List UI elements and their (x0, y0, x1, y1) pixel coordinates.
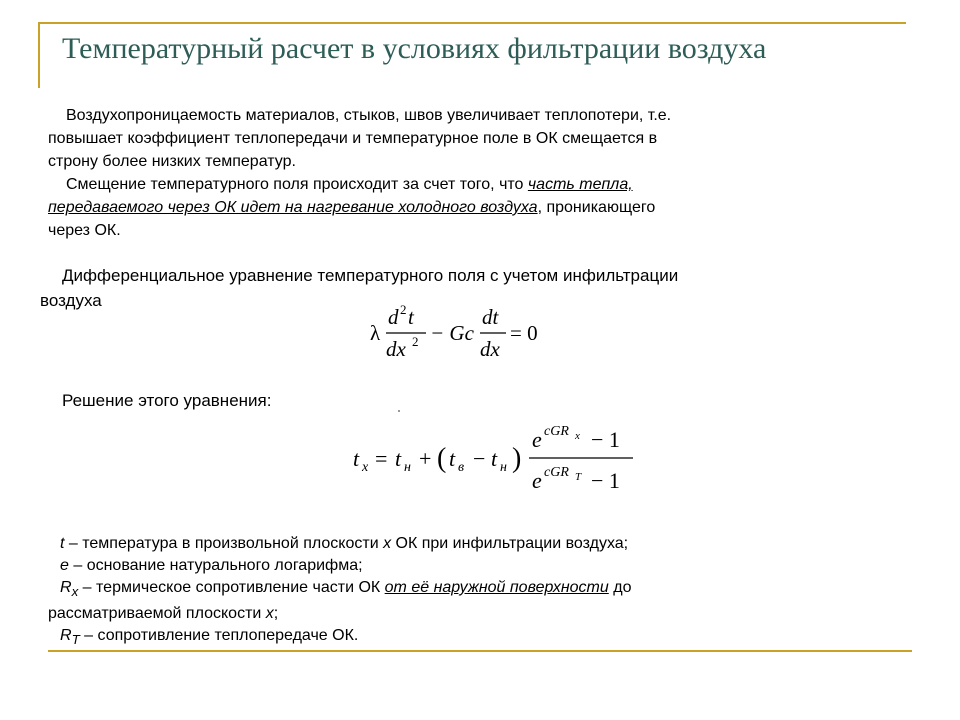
plain-text: Смещение температурного поля происходит за счет того, что (66, 176, 528, 193)
subscript-n: н (500, 460, 507, 475)
legend-text: до (608, 579, 632, 596)
paragraph-line: воздуха (40, 291, 102, 310)
underlined-text: передаваемого через ОК идет на нагревание холодного воздуха (48, 199, 538, 216)
legend-symbol: R (60, 627, 72, 645)
stray-dot (398, 410, 400, 412)
subscript-n: н (404, 460, 411, 475)
subscript-v: в (458, 460, 465, 475)
underlined-text: от её наружной поверхности (384, 579, 609, 596)
t-symbol: t (353, 446, 360, 471)
minus-sign: − (473, 446, 486, 471)
legend-text: ; (273, 605, 279, 623)
title-frame-left-line (38, 22, 40, 88)
legend-symbol: R (60, 579, 72, 596)
e-symbol: e (532, 468, 542, 493)
denominator-dx: dx (480, 337, 500, 361)
legend-item-rt (48, 625, 631, 651)
solution-formula (345, 418, 645, 500)
t-symbol: t (491, 446, 498, 471)
legend-subscript: x (71, 584, 79, 600)
exponent-cgr: cGR (544, 465, 569, 480)
legend-symbol: е (60, 557, 69, 574)
exponent-subscript-t: T (575, 471, 582, 483)
legend-text: ОК при инфильтрации воздуха; (391, 535, 629, 552)
legend-symbol: х (383, 535, 392, 552)
legend-item-e (48, 555, 631, 577)
paragraph-line: строну более низких температур. (48, 153, 296, 170)
solution-label-block (40, 388, 271, 413)
legend-subscript: T (71, 632, 80, 648)
numerator-d: d (388, 305, 399, 329)
lambda-symbol: λ (370, 321, 381, 345)
paragraph-line: Дифференциальное уравнение температурного поля с учетом инфильтрации (62, 266, 679, 285)
legend-text: рассматриваемой плоскости (48, 605, 266, 623)
t-symbol: t (395, 446, 402, 471)
symbol-legend (48, 533, 631, 651)
minus-one: − 1 (591, 468, 620, 493)
numerator-t: t (408, 305, 414, 329)
t-symbol: t (449, 446, 456, 471)
paragraph-line: через ОК. (48, 222, 121, 239)
plus-sign: + (419, 446, 432, 471)
e-symbol: e (532, 427, 542, 452)
title-frame-top-line (38, 22, 906, 24)
legend-symbol: t (60, 535, 65, 552)
paragraph-field-shift (48, 173, 655, 242)
solution-label: Решение этого уравнения: (62, 391, 272, 410)
superscript-2: 2 (412, 334, 419, 349)
equals-zero: = 0 (510, 321, 538, 345)
legend-item-t (48, 533, 631, 555)
numerator-dt: dt (482, 305, 499, 329)
minus-gc: − Gc (430, 321, 474, 345)
paragraph-air-permeability (48, 104, 671, 173)
paragraph-line (48, 173, 655, 196)
subscript-x: x (362, 460, 369, 475)
denominator-dx: dx (386, 337, 406, 361)
paragraph-line: Воздухопроницаемость материалов, стыков, швов увеличивает теплопотери, т.е. (66, 107, 672, 124)
legend-symbol: х (265, 605, 274, 623)
legend-item-rx-continued (48, 603, 631, 625)
superscript-2: 2 (400, 302, 407, 317)
equals-sign: = (375, 446, 388, 471)
legend-text: – температура в произвольной плоскости (64, 535, 384, 552)
legend-text: – сопротивление теплопередаче ОК. (79, 627, 359, 645)
legend-item-rx (48, 577, 631, 603)
plain-text: , проникающего (537, 199, 656, 216)
close-paren: ) (512, 443, 522, 474)
legend-text: – термическое сопротивление части ОК (78, 579, 385, 596)
slide-title: Температурный расчет в условиях фильтрации воздуха (62, 32, 767, 65)
underlined-text: часть тепла, (527, 176, 633, 193)
minus-one: − 1 (591, 427, 620, 452)
legend-text: – основание натурального логарифма; (68, 557, 363, 574)
exponent-cgr: cGR (544, 424, 569, 439)
exponent-subscript-x: x (575, 430, 580, 442)
paragraph-line (48, 196, 655, 219)
differential-equation-formula (360, 300, 560, 366)
paragraph-line: повышает коэффициент теплопередачи и температурное поле в ОК смещается в (48, 130, 658, 147)
open-paren: ( (437, 443, 447, 474)
